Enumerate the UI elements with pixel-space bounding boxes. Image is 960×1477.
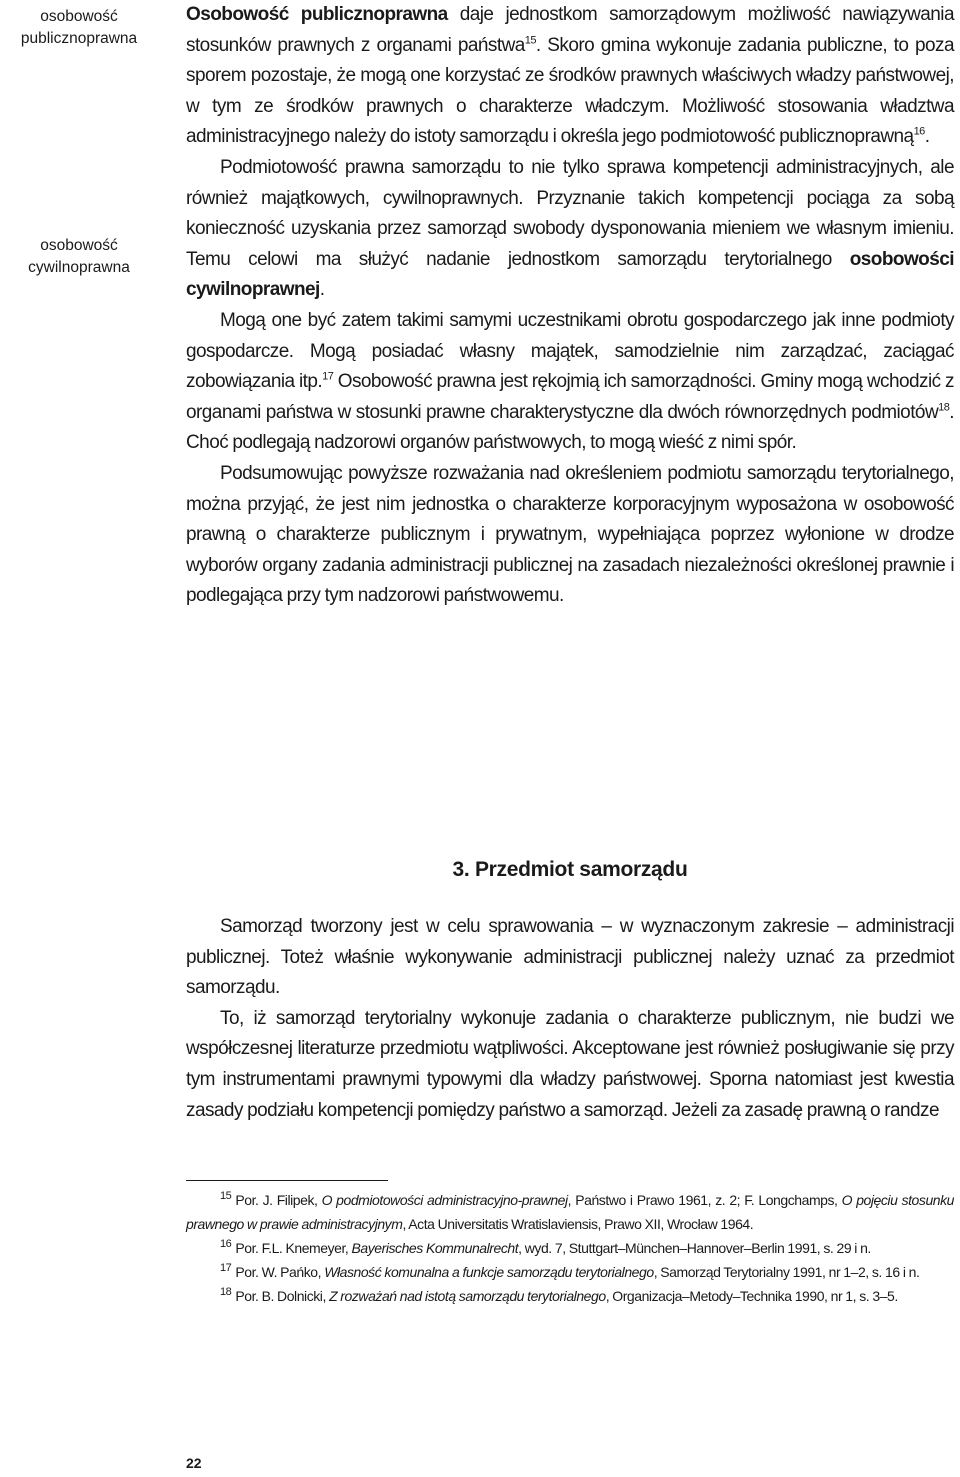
text: .: [924, 126, 930, 148]
footnote-ref[interactable]: 17: [322, 370, 334, 383]
footnote-ref[interactable]: 18: [938, 401, 950, 414]
term-public-law-personality: Osobowość publicznoprawna: [186, 4, 448, 25]
citation-title: Z rozważań nad istotą samorządu terytorialnego: [329, 1288, 606, 1304]
footnote-ref[interactable]: 15: [524, 34, 536, 47]
margin-note-civil-law: [0, 235, 158, 279]
text: Mogą one być zatem takimi samymi uczestnikami obrotu gospodarczego jak inne podmioty gospodarcze. Mogą posiadać własny majątek, samodzielnie nim zarządzać, zaciągać zobowiązania itp.: [186, 309, 954, 393]
footnote-number: 16: [220, 1238, 232, 1251]
paragraph: [186, 153, 954, 306]
margin-note-line: cywilnoprawna: [28, 259, 130, 276]
margin-note-public-law: [0, 6, 158, 50]
footnote: [186, 1188, 954, 1236]
text: .: [319, 279, 325, 301]
text: . Skoro gmina wykonuje zadania publiczne, to poza sporem pozostaje, że mogą one korzystać ze środków prawnych właściwych władzy państwowej, w tym ze środków prawnych o charakterze władczym. Możliwość stosowania władztwa administracyjnego należy do istoty samorządu i określa jego podmiotowość publicznoprawną: [186, 34, 954, 148]
citation-title: Własność komunalna a funkcje samorządu terytorialnego: [324, 1264, 654, 1280]
body-text-lower: [186, 912, 954, 1126]
text: , wyd. 7, Stuttgart–München–Hannover–Berlin 1991, s. 29 i n.: [518, 1240, 871, 1256]
margin-note-line: osobowość: [40, 8, 118, 25]
citation-title: O pojęciu stosunku prawnego w prawie administracyjnym: [186, 1192, 955, 1232]
footnote-ref[interactable]: 16: [913, 126, 925, 139]
footnote-number: 17: [220, 1262, 232, 1275]
page-number: 22: [186, 1455, 202, 1471]
text: Podmiotowość prawna samorządu to nie tylko sprawa kompetencji administracyjnych, ale również majątkowych, cywilnoprawnych. Przyznanie takich kompetencji pociąga za sobą konieczność uzyskania przez samorząd swobody dysponowania mieniem we własnym imieniu. Temu celowi ma służyć nadanie jednostkom samorządu terytorialnego: [186, 156, 954, 270]
text: , Samorząd Terytorialny 1991, nr 1–2, s. 16 i n.: [653, 1264, 920, 1280]
text: daje jednostkom samorządowym możliwość nawiązywania stosunków prawnych z organami państwa: [186, 4, 954, 56]
footnote: [186, 1236, 954, 1260]
paragraph: Samorząd tworzony jest w celu sprawowania – w wyznaczonym zakresie – administracji publicznej. Toteż właśnie wykonywanie administracji publicznej należy uznać za przedmiot samorządu.: [186, 916, 954, 999]
paragraph: [186, 0, 954, 153]
text: , Państwo i Prawo 1961, z. 2; F. Longchamps,: [567, 1192, 842, 1208]
paragraph: [186, 306, 954, 459]
text: Por. W. Pańko,: [235, 1264, 325, 1280]
text: Por. F.L. Knemeyer,: [235, 1240, 352, 1256]
footnote-number: 15: [220, 1190, 232, 1203]
margin-note-line: osobowość: [40, 237, 118, 254]
text: Por. J. Filipek,: [235, 1192, 322, 1208]
paragraph: To, iż samorząd terytorialny wykonuje zadania o charakterze publicznym, nie budzi we współczesnej literaturze przedmiotu wątpliwości. Akceptowane jest również posługiwanie się przy tym instrumentami prawnymi typowymi dla władzy państwowej. Sporna natomiast jest kwestia zasady podziału kompetencji pomiędzy państwo a samorząd. Jeżeli za zasadę prawną o randze: [186, 1007, 954, 1121]
text: , Acta Universitatis Wratislaviensis, Prawo XII, Wrocław 1964.: [402, 1216, 754, 1232]
text: Por. B. Dolnicki,: [235, 1288, 330, 1304]
body-text-upper: [186, 0, 954, 612]
footnote-separator: [186, 1180, 388, 1181]
paragraph: Podsumowując powyższe rozważania nad określeniem podmiotu samorządu terytorialnego, można przyjąć, że jest nim jednostka o charakterze korporacyjnym wyposażona w osobowość prawną o charakterze publicznym i prywatnym, wypełniająca poprzez wyłonione w drodze wyborów organy zadania administracji publicznej na zasadach niezależności określonej prawnie i podlegająca przy tym nadzorowi państwowemu.: [186, 462, 954, 607]
footnote: [186, 1260, 954, 1284]
text: , Organizacja–Metody–Technika 1990, nr 1, s. 3–5.: [605, 1288, 898, 1304]
term-civil-law-personality: osobowości cywilnoprawnej: [186, 248, 954, 301]
citation-title: Bayerisches Kommunalrecht: [351, 1240, 519, 1256]
text: . Choć podlegają nadzorowi organów państwowych, to mogą wieść z nimi spór.: [186, 401, 954, 454]
text: Osobowość prawna jest rękojmią ich samorządności. Gminy mogą wchodzić z organami państwa w stosunki prawne charakterystyczne dla dwóch równorzędnych podmiotów: [186, 371, 954, 423]
footnote: [186, 1284, 954, 1308]
section-title: 3. Przedmiot samorządu: [452, 858, 688, 881]
citation-title: O podmiotowości administracyjno-prawnej: [321, 1192, 568, 1208]
margin-note-line: publicznoprawna: [20, 30, 138, 47]
footnotes: [186, 1188, 954, 1308]
footnote-number: 18: [220, 1286, 232, 1299]
